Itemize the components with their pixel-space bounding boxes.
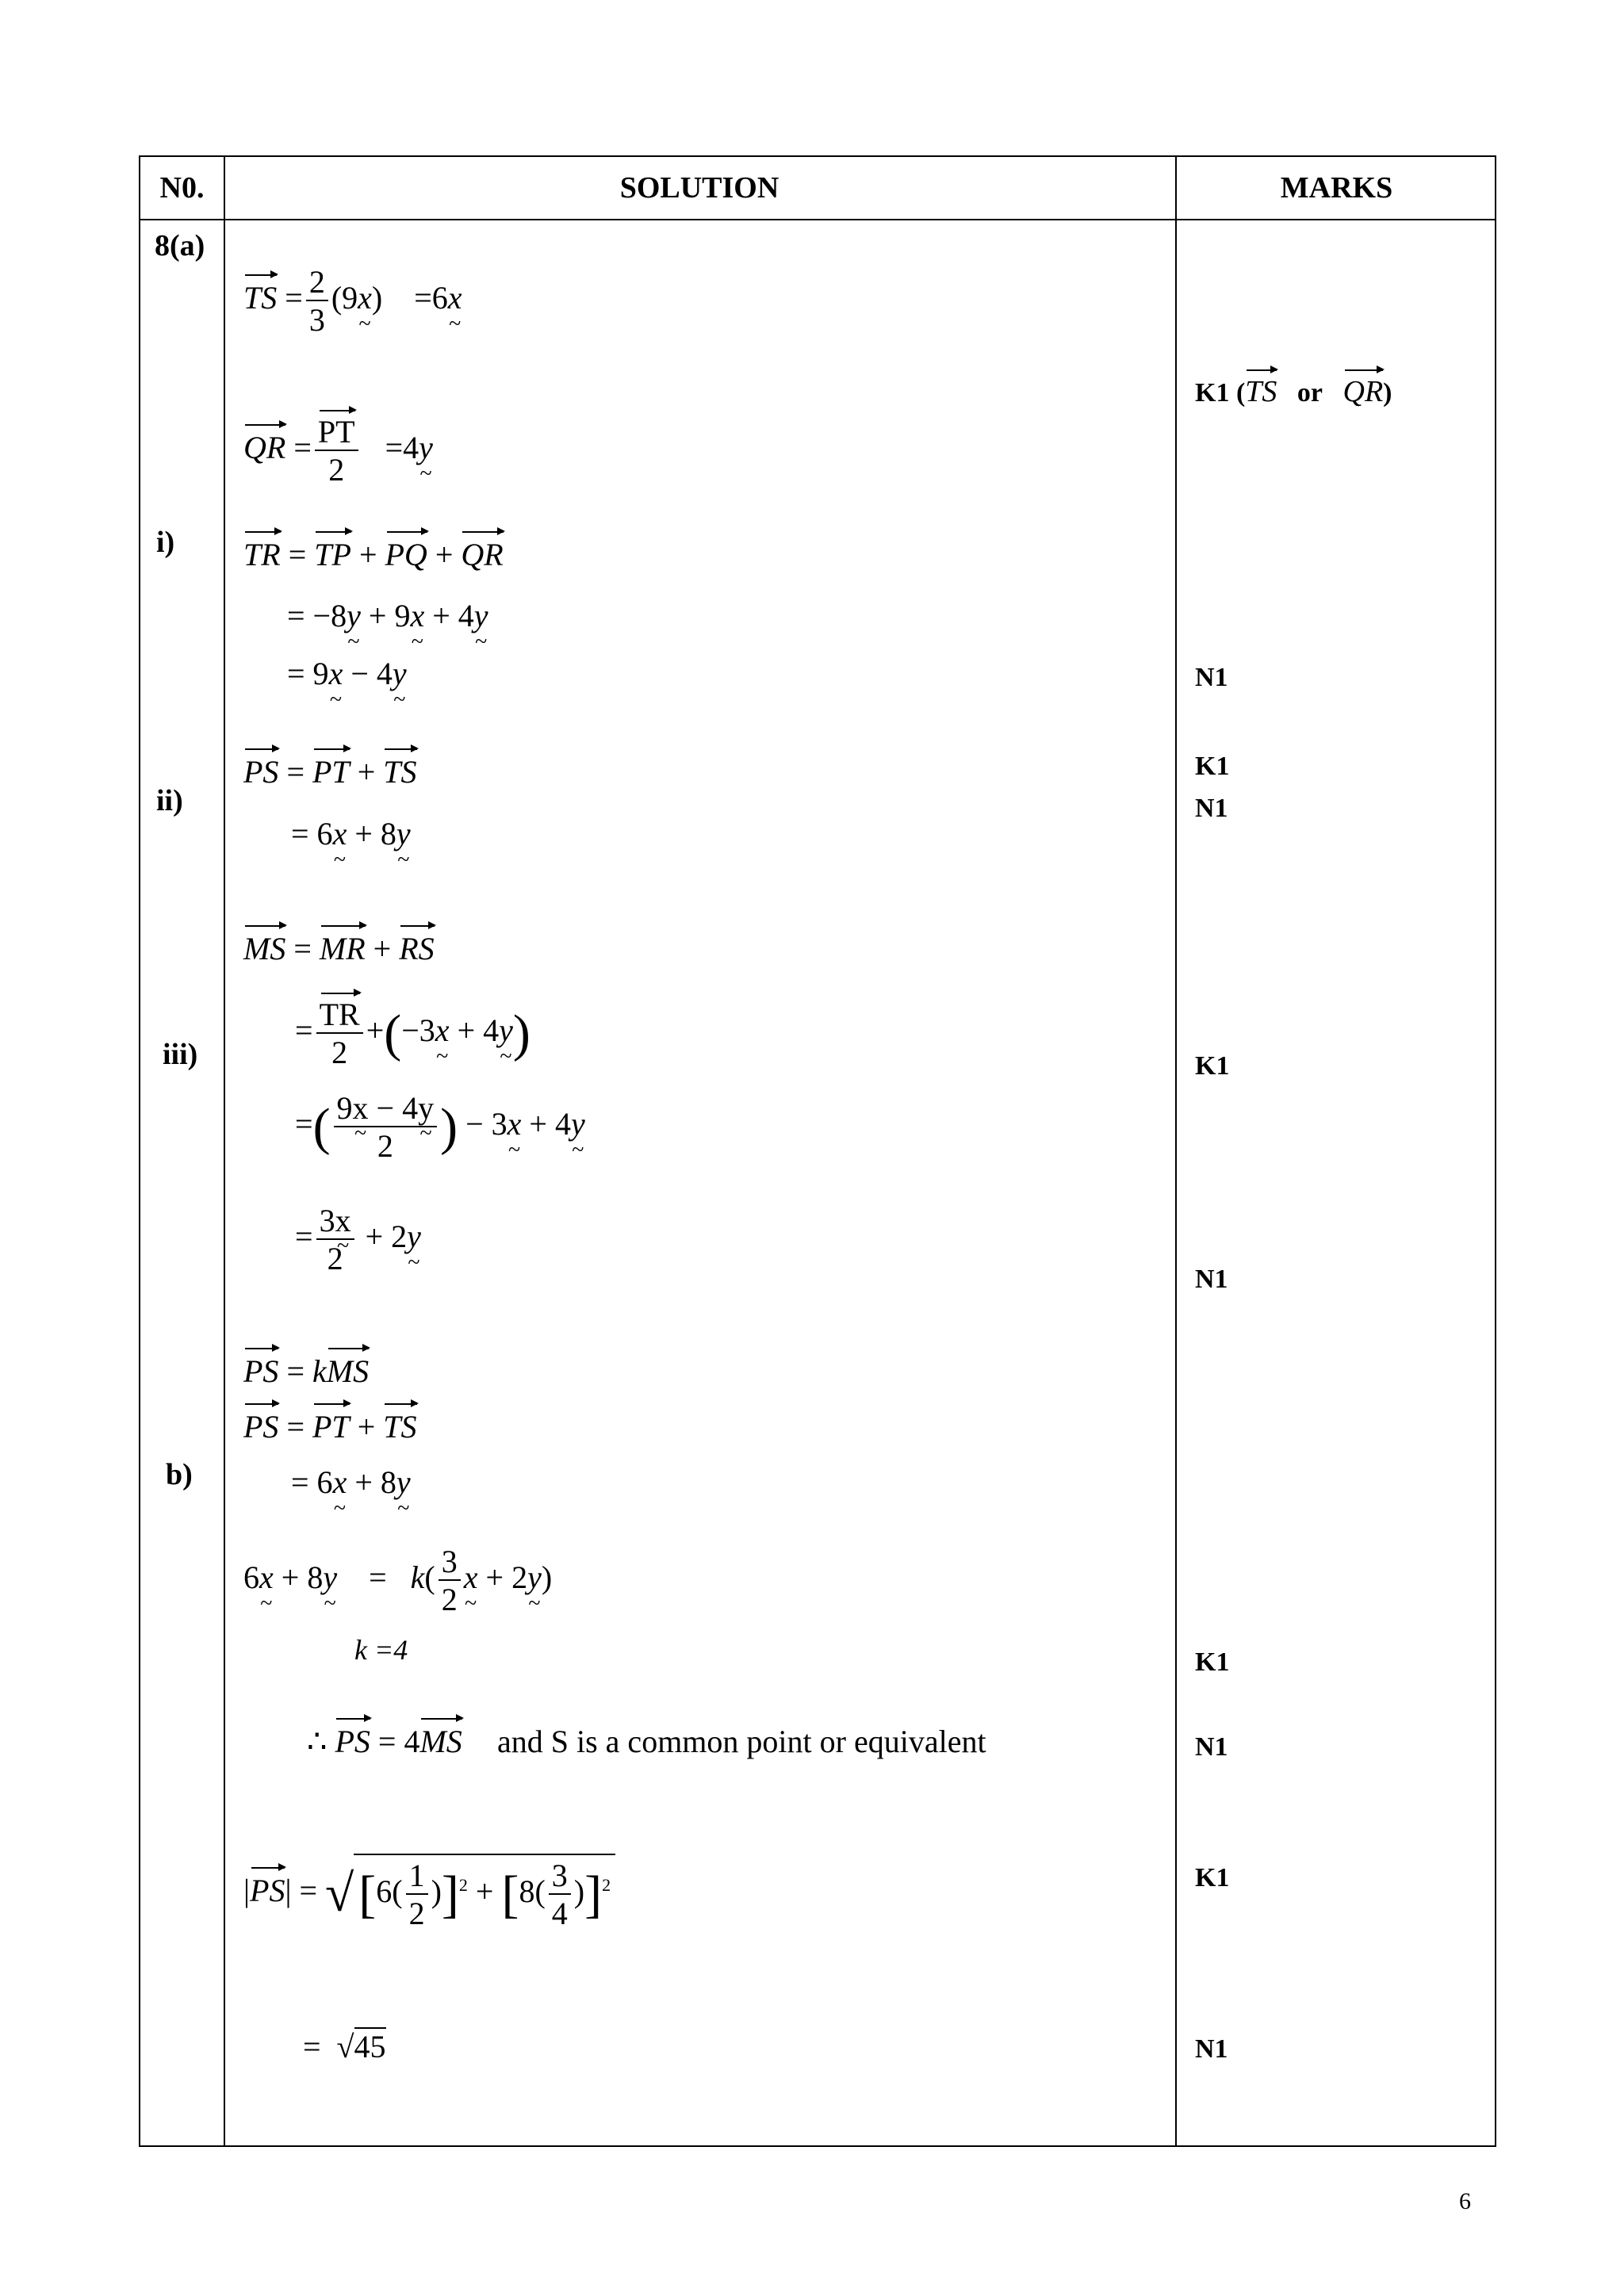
header-no: N0. <box>159 171 205 205</box>
part-iii-label: iii) <box>163 1038 198 1071</box>
mark-n1: N1 <box>1195 663 1228 692</box>
eq-ms-2: = $\frac{TR}{2}$ +(−3x ~ + 4y ~) <box>295 997 530 1070</box>
eq-b-conclusion: ∴ PS = 4MS <box>307 1724 462 1759</box>
column-divider <box>224 157 225 2145</box>
mark-n1: N1 <box>1195 2034 1228 2064</box>
mark-k1: K1 <box>1195 752 1230 781</box>
k-value: k =4 <box>354 1634 408 1666</box>
part-i-label: i) <box>156 526 175 559</box>
mark-n1: N1 <box>1195 1265 1228 1294</box>
eq-b-2: PS = PT + TS <box>243 1409 417 1445</box>
eq-ps-2: = 6x ~ + 8y ~ <box>291 815 411 852</box>
mark-k1: K1 <box>1195 1647 1230 1677</box>
eq-b-4: 6x ~ + 8y ~ = k( $\frac{3}{2}$ x ~ + 2y ~) <box>243 1544 552 1617</box>
header-marks: MARKS <box>1280 171 1393 205</box>
eq-tr: TR = TP + PQ + QR <box>243 537 504 572</box>
column-divider <box>1175 157 1177 2145</box>
conclusion-text: and S is a common point or equivalent <box>497 1724 986 1759</box>
mark-k1: K1 <box>1195 1863 1230 1892</box>
header-solution: SOLUTION <box>619 171 779 205</box>
eq-tr-3: = 9x ~ − 4y ~ <box>287 655 407 692</box>
mark-k1: K1 <box>1195 1051 1230 1081</box>
eq-ts: TS = $\frac{2}{3}$ (9x ~) =6x ~ <box>243 265 462 338</box>
eq-ps: PS = PT + TS <box>243 754 417 790</box>
solution-table <box>139 155 1496 2147</box>
eq-b-3: = 6x ~ + 8y ~ <box>291 1464 411 1501</box>
part-ii-label: ii) <box>156 784 183 817</box>
eq-ms-4: = $\frac{3x \sim}{2}$ + 2y ~ <box>295 1203 421 1276</box>
question-label: 8(a) <box>155 229 205 262</box>
eq-ms: MS = MR + RS <box>243 931 435 966</box>
eq-qr: QR = $\frac{PT}{2}$ =4y ~ <box>243 415 433 488</box>
eq-b-1: PS = kMS <box>243 1353 370 1389</box>
part-b-label: b) <box>166 1458 193 1491</box>
page-number: 6 <box>1459 2188 1471 2214</box>
eq-ms-3: =( $\frac{9x \sim - 4y \sim}{2}$ ) − 3x ~ + 4y ~ <box>295 1091 585 1164</box>
mark-n1: N1 <box>1195 794 1228 823</box>
header-divider <box>140 219 1495 220</box>
mark-k1-first: K1 (TS or QR) <box>1195 375 1392 408</box>
eq-magnitude: |PS| = √[6( $\frac{1}{2}$ )]$^2$ + [8( $\frac{3}{4}$ )]$^2$ <box>243 1854 615 1934</box>
mark-n1: N1 <box>1195 1732 1228 1762</box>
eq-magnitude-result: = √45 <box>303 2029 386 2064</box>
eq-tr-2: = −8y ~ + 9x ~ + 4y ~ <box>287 597 488 634</box>
